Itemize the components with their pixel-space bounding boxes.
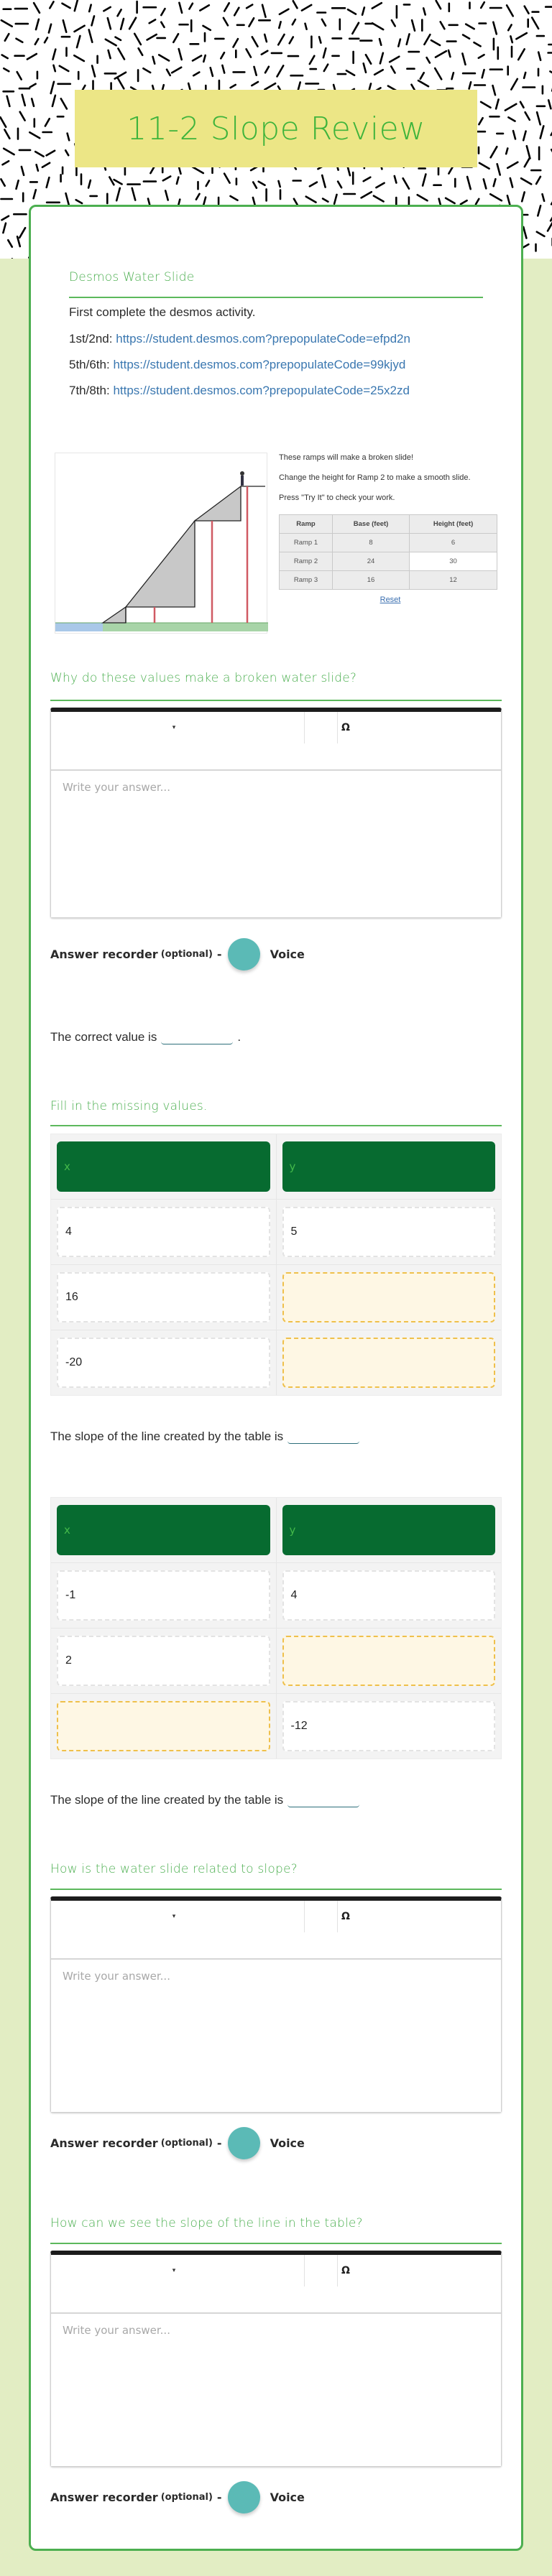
sentence-text: The slope of the line created by the table is [50, 1430, 284, 1443]
recorder-label: Answer recorder [50, 2136, 158, 2150]
record-voice-button[interactable] [228, 2481, 260, 2514]
base-value: 24 [333, 552, 410, 571]
column-header-y: y [282, 1505, 496, 1555]
divider [69, 297, 483, 298]
omega-icon: Ω [341, 722, 350, 733]
base-header: Base (feet) [333, 515, 410, 534]
question-title-1: Why do these values make a broken water slide? [50, 671, 357, 685]
slope-sentence-1 [50, 1428, 364, 1444]
table-row [280, 571, 497, 590]
desmos-activity-panel [279, 451, 502, 604]
answer-editor-3 [50, 2251, 502, 2467]
desmos-link-5th-6th[interactable]: https://student.desmos.com?prepopulateCode=99kjyd [113, 358, 406, 371]
chevron-down-icon: ▾ [172, 1913, 176, 1920]
desmos-link-7th-8th[interactable]: https://student.desmos.com?prepopulateCode=25x2zd [113, 384, 410, 397]
toolbar-separator [304, 712, 305, 743]
table-header-row [51, 1498, 501, 1563]
recorder-dash: - [216, 2491, 222, 2504]
table-row [51, 1628, 501, 1694]
y-value: -12 [282, 1701, 496, 1751]
table-row [51, 1330, 501, 1395]
section-title-desmos: Desmos Water Slide [69, 270, 195, 284]
chevron-down-icon: ▾ [172, 2267, 176, 2274]
correct-value-input[interactable] [161, 1029, 233, 1044]
base-value: 16 [333, 571, 410, 590]
special-character-button[interactable] [341, 2255, 350, 2287]
x-value: 4 [57, 1207, 270, 1257]
table-row [280, 552, 497, 571]
slope-input-2[interactable] [288, 1792, 359, 1807]
special-character-button[interactable] [341, 712, 350, 743]
format-dropdown[interactable] [51, 1901, 297, 1932]
height-value: 12 [410, 571, 497, 590]
missing-y-input[interactable] [282, 1272, 496, 1322]
sentence-text: The slope of the line created by the table is [50, 1793, 284, 1807]
question-title-2: How is the water slide related to slope? [50, 1862, 298, 1876]
x-value: 2 [57, 1636, 270, 1686]
link-label: 7th/8th: [69, 384, 110, 397]
link-label: 1st/2nd: [69, 332, 113, 346]
toolbar-separator [337, 1901, 338, 1932]
recorder-optional: (optional) [160, 949, 213, 960]
height-header: Height (feet) [410, 515, 497, 534]
editor-toolbar [51, 1901, 501, 1960]
xy-table-1 [50, 1134, 502, 1396]
omega-icon: Ω [341, 2265, 350, 2276]
ramp-name: Ramp 1 [280, 534, 333, 552]
recorder-dash: - [216, 2136, 222, 2150]
x-value: 16 [57, 1272, 270, 1322]
ramp-name: Ramp 3 [280, 571, 333, 590]
y-value: 5 [282, 1207, 496, 1257]
recorder-label: Answer recorder [50, 948, 158, 961]
link-row-5th-6th [69, 358, 405, 372]
embed-line-2: Change the height for Ramp 2 to make a smooth slide. [279, 473, 471, 482]
page-title: 11-2 Slope Review [126, 110, 426, 147]
section-title-fill-in: Fill in the missing values. [50, 1099, 208, 1113]
ramp2-height-input[interactable]: 30 [410, 552, 497, 571]
answer-recorder-1 [50, 938, 305, 970]
table-row [51, 1694, 501, 1759]
slope-input-1[interactable] [288, 1428, 359, 1444]
intro-instruction: First complete the desmos activity. [69, 305, 256, 319]
chevron-down-icon: ▾ [172, 724, 176, 731]
question-title-3: How can we see the slope of the line in the table? [50, 2216, 363, 2230]
special-character-button[interactable] [341, 1901, 350, 1932]
answer-textarea-1[interactable] [51, 771, 501, 917]
format-dropdown[interactable] [51, 2255, 297, 2287]
y-value: 4 [282, 1570, 496, 1621]
embed-line-1: These ramps will make a broken slide! [279, 453, 414, 462]
toolbar-separator [304, 2255, 305, 2287]
slope-sentence-2 [50, 1792, 364, 1807]
link-label: 5th/6th: [69, 358, 110, 371]
sentence-period: . [237, 1030, 242, 1044]
record-voice-button[interactable] [228, 938, 260, 970]
ramp-header: Ramp [280, 515, 333, 534]
divider [50, 1889, 502, 1890]
recorder-label: Answer recorder [50, 2491, 158, 2504]
ramp-name: Ramp 2 [280, 552, 333, 571]
link-row-1st-2nd [69, 332, 410, 346]
voice-label: Voice [270, 2136, 305, 2150]
desmos-link-1st-2nd[interactable]: https://student.desmos.com?prepopulateCode=efpd2n [116, 332, 410, 346]
record-voice-button[interactable] [228, 2127, 260, 2159]
missing-x-input[interactable] [57, 1701, 270, 1751]
divider [50, 2243, 502, 2244]
title-banner [75, 90, 477, 167]
answer-editor-2 [50, 1896, 502, 2113]
height-value: 6 [410, 534, 497, 552]
toolbar-separator [337, 2255, 338, 2287]
missing-y-input[interactable] [282, 1636, 496, 1686]
link-row-7th-8th [69, 384, 410, 398]
water-slide-diagram [55, 453, 267, 634]
x-value: -1 [57, 1570, 270, 1621]
editor-toolbar [51, 712, 501, 771]
voice-label: Voice [270, 2491, 305, 2504]
column-header-x: x [57, 1505, 270, 1555]
toolbar-separator [304, 1901, 305, 1932]
answer-textarea-3[interactable] [51, 2314, 501, 2466]
recorder-optional: (optional) [160, 2138, 213, 2149]
missing-y-input[interactable] [282, 1338, 496, 1388]
correct-value-sentence [50, 1029, 241, 1044]
divider [50, 1125, 502, 1126]
table-row [51, 1563, 501, 1628]
voice-label: Voice [270, 948, 305, 961]
column-header-x: x [57, 1141, 270, 1192]
table-row [51, 1265, 501, 1330]
answer-recorder-2 [50, 2127, 305, 2159]
editor-toolbar [51, 2255, 501, 2314]
table-header-row [51, 1134, 501, 1200]
ramp-table [279, 514, 497, 590]
column-header-y: y [282, 1141, 496, 1192]
answer-recorder-3 [50, 2481, 305, 2514]
table-row [280, 534, 497, 552]
sentence-text: The correct value is [50, 1030, 157, 1044]
table-row [51, 1200, 501, 1265]
recorder-dash: - [216, 948, 222, 961]
embed-line-3: Press "Try It" to check your work. [279, 494, 395, 502]
answer-editor-1 [50, 708, 502, 918]
format-dropdown[interactable] [51, 712, 297, 743]
base-value: 8 [333, 534, 410, 552]
toolbar-separator [337, 712, 338, 743]
recorder-optional: (optional) [160, 2492, 213, 2503]
xy-table-2 [50, 1497, 502, 1759]
answer-textarea-2[interactable] [51, 1960, 501, 2112]
reset-link[interactable]: Reset [380, 596, 401, 604]
omega-icon: Ω [341, 1911, 350, 1922]
divider [50, 700, 502, 701]
x-value: -20 [57, 1338, 270, 1388]
